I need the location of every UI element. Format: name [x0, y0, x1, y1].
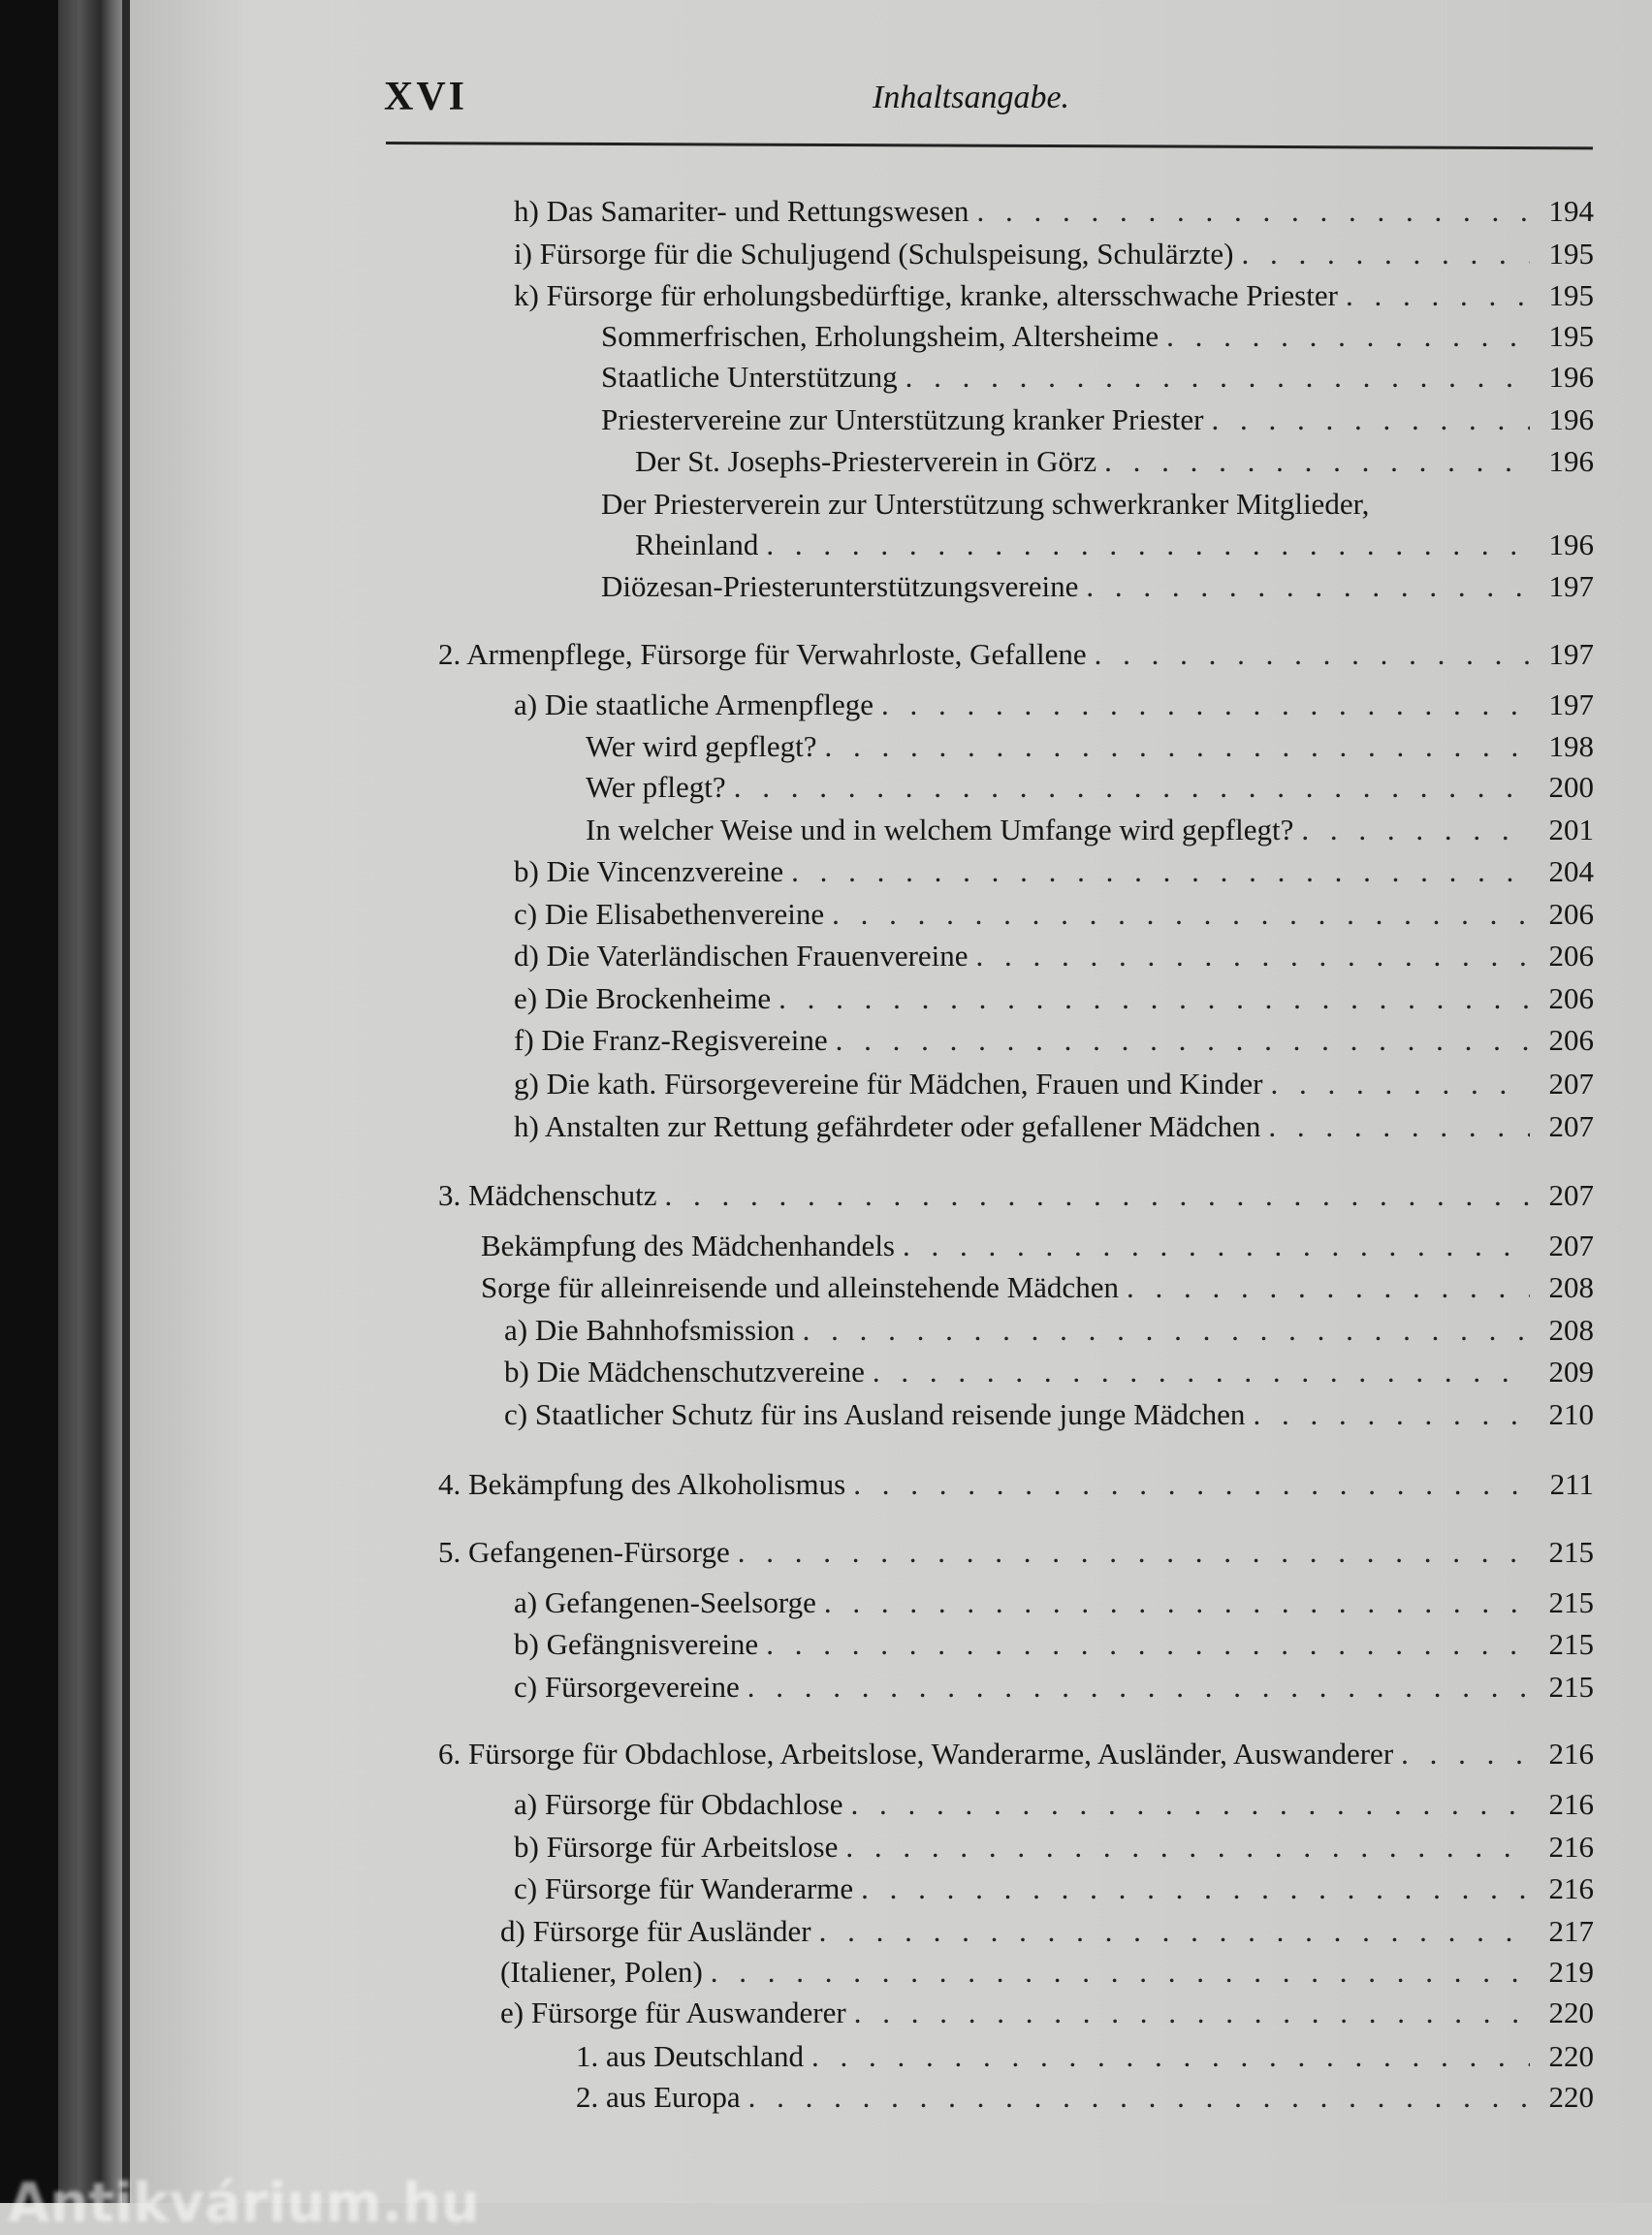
toc-entry — [504, 1309, 1594, 1352]
toc-entry-title: c) Fürsorgevereine — [514, 1670, 740, 1704]
toc-entry-title: 6. Fürsorge für Obdachlose, Arbeitslose, Wanderarme, Ausländer, Auswanderer — [438, 1737, 1394, 1771]
dot-leader — [811, 2035, 1530, 2078]
toc-entry-title: Sorge für alleinreisende und alleinstehende Mädchen — [481, 1270, 1119, 1304]
dot-leader — [824, 1581, 1530, 1624]
toc-entry — [438, 1733, 1594, 1775]
toc-entry-title: 5. Gefangenen-Fürsorge — [438, 1535, 730, 1569]
toc-entry — [576, 2035, 1594, 2078]
dot-leader — [1301, 809, 1530, 851]
dot-leader — [825, 725, 1530, 768]
dot-leader — [766, 1623, 1530, 1666]
toc-entry-title: 2. aus Europa — [576, 2080, 741, 2114]
page-folio: XVI — [384, 75, 468, 119]
toc-page-number: 209 — [1548, 1355, 1594, 1389]
toc-page-number: 211 — [1549, 1467, 1594, 1501]
toc-page-number: 197 — [1548, 569, 1594, 603]
toc-page-number: 215 — [1548, 1585, 1594, 1619]
dot-leader — [1095, 633, 1530, 676]
dot-leader — [1104, 440, 1530, 483]
toc-entry — [438, 1531, 1594, 1574]
dot-leader — [1127, 1266, 1530, 1309]
toc-entry-title: b) Fürsorge für Arbeitslose — [514, 1830, 839, 1864]
toc-page-number: 216 — [1548, 1787, 1594, 1821]
toc-entry — [500, 1951, 1594, 1994]
toc-entry-title: 1. aus Deutschland — [576, 2039, 805, 2073]
toc-page-number: 196 — [1548, 444, 1594, 478]
toc-entry-title: Der St. Josephs-Priesterverein in Görz — [635, 444, 1097, 478]
toc-page-number: 201 — [1548, 813, 1594, 846]
toc-entry-title: 4. Bekämpfung des Alkoholismus — [438, 1467, 846, 1501]
toc-page-number: 207 — [1548, 1109, 1594, 1143]
toc-entry — [514, 1063, 1594, 1105]
dot-leader — [976, 935, 1530, 977]
toc-entry-title: Sommerfrischen, Erholungsheim, Altersheime — [601, 319, 1160, 353]
toc-entry — [586, 809, 1594, 851]
toc-entry-title: (Italiener, Polen) — [500, 1955, 703, 1989]
dot-leader — [803, 1309, 1530, 1352]
toc-entry — [601, 356, 1594, 399]
toc-entry-title: In welcher Weise und in welchem Umfange wird gepflegt? — [586, 813, 1294, 846]
toc-entry — [514, 233, 1594, 275]
toc-entry — [586, 766, 1594, 809]
dot-leader — [976, 190, 1530, 233]
toc-page-number: 204 — [1548, 854, 1594, 888]
toc-entry-title: Wer wird gepflegt? — [586, 729, 817, 763]
toc-page-number: 195 — [1548, 319, 1594, 353]
toc-entry-title: h) Anstalten zur Rettung gefährdeter oder gefallener Mädchen — [514, 1109, 1261, 1143]
dot-leader — [1253, 1393, 1530, 1436]
toc-entry-title: Bekämpfung des Mädchenhandels — [481, 1229, 895, 1262]
toc-entry — [481, 1266, 1594, 1309]
toc-page-number: 206 — [1548, 939, 1594, 973]
toc-entry — [514, 1826, 1594, 1868]
dot-leader — [747, 1666, 1530, 1708]
dot-leader — [791, 850, 1530, 893]
toc-entry — [576, 2076, 1594, 2119]
toc-entry-title: c) Staatlicher Schutz für ins Ausland reisende junge Mädchen — [504, 1397, 1246, 1431]
toc-page-number: 196 — [1548, 402, 1594, 436]
toc-entry — [514, 1105, 1594, 1148]
toc-page-number: 220 — [1548, 1996, 1594, 2029]
dot-leader — [873, 1351, 1530, 1393]
toc-entry-title: i) Fürsorge für die Schuljugend (Schulspeisung, Schulärzte) — [514, 237, 1234, 271]
toc-entry-title: 3. Mädchenschutz — [438, 1178, 657, 1212]
dot-leader — [854, 1992, 1530, 2034]
toc-entry-title: Priestervereine zur Unterstützung kranker Priester — [601, 402, 1204, 436]
toc-entry-title: d) Die Vaterländischen Frauenvereine — [514, 939, 969, 973]
toc-entry-title: b) Die Mädchenschutzvereine — [504, 1355, 865, 1389]
toc-entry — [504, 1351, 1594, 1393]
dot-leader — [836, 1019, 1530, 1062]
toc-entry — [601, 483, 1594, 526]
dot-leader — [1086, 565, 1530, 608]
dot-leader — [766, 524, 1530, 566]
toc-page-number: 207 — [1548, 1178, 1594, 1212]
toc-entry — [586, 725, 1594, 768]
toc-entry — [514, 1783, 1594, 1826]
dot-leader — [845, 1826, 1530, 1868]
dot-leader — [1401, 1733, 1530, 1775]
toc-entry-title: c) Fürsorge für Wanderarme — [514, 1871, 854, 1905]
toc-entry — [514, 1019, 1594, 1062]
toc-entry — [514, 977, 1594, 1020]
dot-leader — [734, 766, 1530, 809]
toc-page-number: 219 — [1548, 1955, 1594, 1989]
toc-entry-title: a) Die staatliche Armenpflege — [514, 687, 874, 721]
toc-page-number: 197 — [1548, 687, 1594, 721]
toc-entry — [601, 565, 1594, 608]
toc-entry-title: Wer pflegt? — [586, 770, 726, 804]
toc-page-number: 195 — [1548, 278, 1594, 312]
page-edge — [122, 0, 130, 2203]
toc-page-number: 216 — [1548, 1737, 1594, 1771]
dot-leader — [1346, 274, 1530, 317]
toc-page-number: 197 — [1548, 637, 1594, 671]
toc-entry-title: 2. Armenpflege, Fürsorge für Verwahrloste, Gefallene — [438, 637, 1087, 671]
dot-leader — [665, 1174, 1530, 1217]
toc-page-number: 215 — [1548, 1627, 1594, 1661]
dot-leader — [1166, 315, 1530, 358]
toc-entry — [514, 274, 1594, 317]
toc-entry — [514, 1581, 1594, 1624]
toc-entry-title: a) Fürsorge für Obdachlose — [514, 1787, 843, 1821]
toc-page-number: 215 — [1548, 1535, 1594, 1569]
dot-leader — [778, 977, 1530, 1020]
toc-page-number: 200 — [1548, 770, 1594, 804]
toc-entry — [514, 1623, 1594, 1666]
dot-leader — [905, 356, 1530, 399]
toc-page-number: 207 — [1548, 1067, 1594, 1101]
book-binding — [0, 0, 58, 2203]
dot-leader — [819, 1910, 1530, 1953]
dot-leader — [861, 1868, 1530, 1910]
toc-entry — [635, 440, 1594, 483]
toc-entry-title: d) Fürsorge für Ausländer — [500, 1914, 811, 1948]
toc-page-number: 216 — [1548, 1871, 1594, 1905]
toc-entry-title: Der Priesterverein zur Unterstützung schwerkranker Mitglieder, — [601, 487, 1370, 521]
dot-leader — [1270, 1063, 1530, 1105]
toc-entry-title: k) Fürsorge für erholungsbedürftige, kranke, altersschwache Priester — [514, 278, 1338, 312]
page-stack-edge — [58, 0, 128, 2203]
toc-page-number: 194 — [1548, 194, 1594, 228]
toc-entry — [514, 935, 1594, 977]
toc-page-number: 210 — [1548, 1397, 1594, 1431]
toc-entry — [514, 893, 1594, 936]
dot-leader — [881, 684, 1530, 726]
running-title: Inhaltsangabe. — [873, 80, 1070, 115]
toc-page-number: 216 — [1548, 1830, 1594, 1864]
toc-entry-title: Diözesan-Priesterunterstützungsvereine — [601, 569, 1079, 603]
toc-page-number: 196 — [1548, 527, 1594, 561]
toc-entry-title: g) Die kath. Fürsorgevereine für Mädchen, Frauen und Kinder — [514, 1067, 1263, 1101]
toc-page-number: 215 — [1548, 1670, 1594, 1704]
toc-entry-title: c) Die Elisabethenvereine — [514, 897, 825, 931]
toc-entry — [514, 1868, 1594, 1910]
toc-entry-title: f) Die Franz-Regisvereine — [514, 1023, 828, 1057]
dot-leader — [903, 1225, 1530, 1267]
toc-entry-title: Staatliche Unterstützung — [601, 360, 898, 394]
toc-page-number: 220 — [1548, 2080, 1594, 2114]
dot-leader — [1268, 1105, 1530, 1148]
dot-leader — [832, 893, 1530, 936]
toc-entry-title: a) Gefangenen-Seelsorge — [514, 1585, 816, 1619]
toc-entry — [438, 633, 1594, 676]
toc-entry — [601, 315, 1594, 358]
toc-entry-title: a) Die Bahnhofsmission — [504, 1313, 795, 1347]
toc-entry — [438, 1463, 1594, 1506]
toc-page-number: 207 — [1548, 1229, 1594, 1262]
toc-entry — [500, 1910, 1594, 1953]
toc-page-number: 206 — [1548, 981, 1594, 1015]
toc-entry — [481, 1225, 1594, 1267]
toc-entry — [514, 684, 1594, 726]
toc-entry — [514, 1666, 1594, 1708]
dot-leader — [1241, 233, 1530, 275]
toc-entry — [601, 399, 1594, 441]
toc-page-number: 206 — [1548, 1023, 1594, 1057]
toc-entry — [500, 1992, 1594, 2034]
toc-entry — [504, 1393, 1594, 1436]
toc-entry — [514, 190, 1594, 233]
toc-page-number: 220 — [1548, 2039, 1594, 2073]
toc-page-number: 196 — [1548, 360, 1594, 394]
dot-leader — [853, 1463, 1530, 1506]
toc-entry-title: b) Die Vincenzvereine — [514, 854, 784, 888]
dot-leader — [711, 1951, 1530, 1994]
dot-leader — [748, 2076, 1530, 2119]
toc-page-number: 208 — [1548, 1270, 1594, 1304]
toc-entry — [514, 850, 1594, 893]
dot-leader — [738, 1531, 1530, 1574]
toc-entry — [438, 1174, 1594, 1217]
watermark: Antikvárium.hu — [8, 2172, 480, 2235]
toc-page-number: 198 — [1548, 729, 1594, 763]
toc-page-number: 195 — [1548, 237, 1594, 271]
toc-entry-title: b) Gefängnisvereine — [514, 1627, 759, 1661]
toc-entry-title: h) Das Samariter- und Rettungswesen — [514, 194, 969, 228]
toc-entry-title: e) Die Brockenheime — [514, 981, 772, 1015]
toc-page-number: 206 — [1548, 897, 1594, 931]
toc-entry — [635, 524, 1594, 566]
toc-entry-title: e) Fürsorge für Auswanderer — [500, 1996, 846, 2029]
dot-leader — [850, 1783, 1530, 1826]
dot-leader — [1211, 399, 1530, 441]
toc-page-number: 208 — [1548, 1313, 1594, 1347]
toc-page-number: 217 — [1548, 1914, 1594, 1948]
toc-entry-title: Rheinland — [635, 527, 759, 561]
